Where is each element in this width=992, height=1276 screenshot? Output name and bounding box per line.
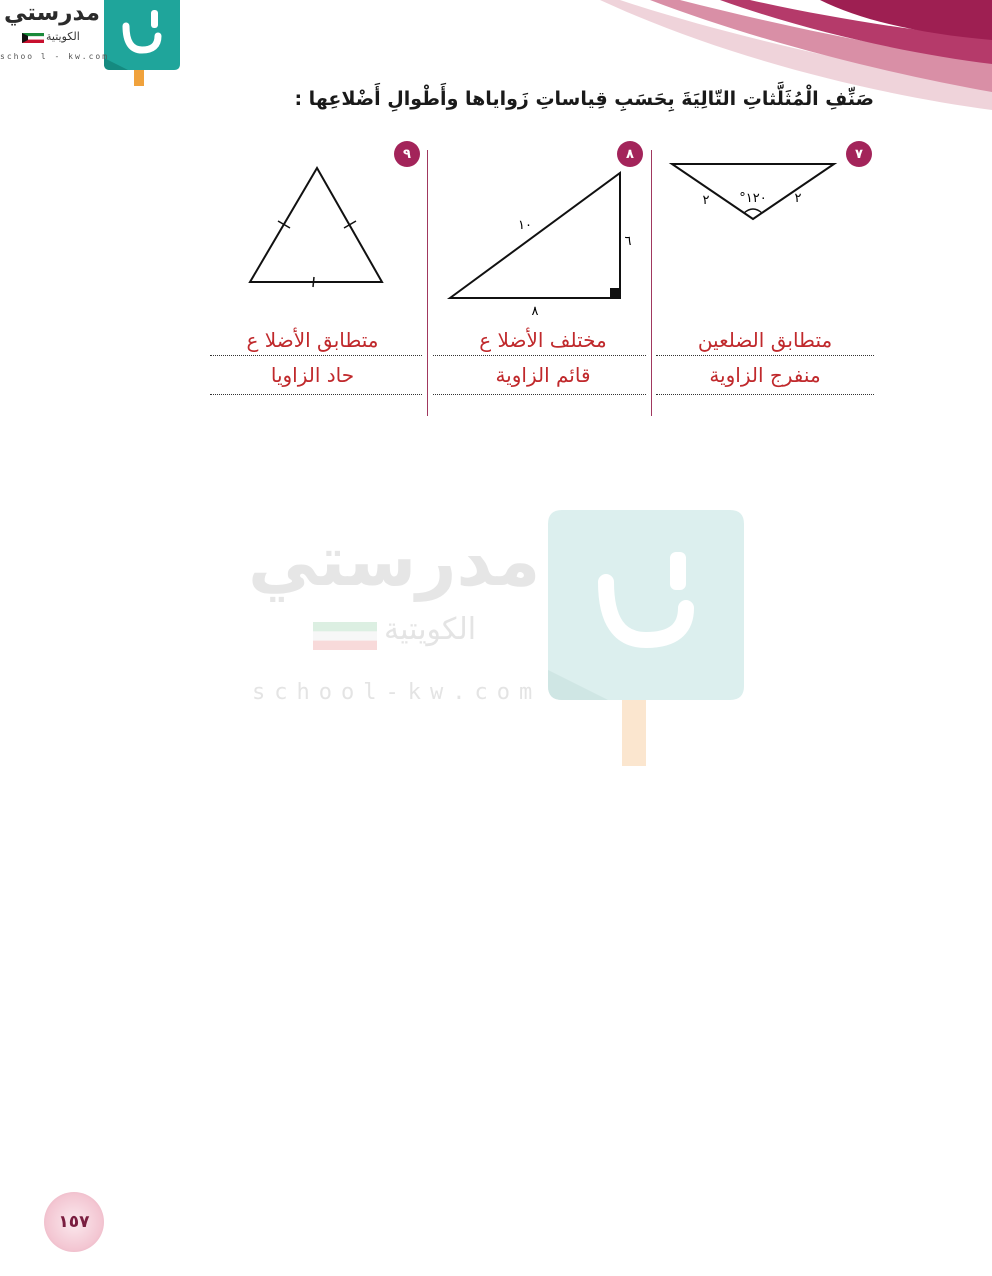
hypotenuse-label: ١٠ [518,218,532,233]
problem-number-badge-9: ٩ [394,141,420,167]
watermark-title: مدرستي [248,520,541,602]
right-angle-marker [610,288,620,298]
watermark-url: school-kw.com [252,680,542,705]
base-side-label: ٨ [531,304,539,319]
logo-url: schoo l - kw.com [0,52,110,61]
triangle-figure-7 [664,155,844,230]
answer-sides-8: مختلف الأضلا ع [479,328,607,352]
problem-number-badge-7: ٧ [846,141,872,167]
column-divider [427,150,428,416]
answer-angles-8: قائم الزاوية [495,363,591,387]
watermark-subtitle: الكويتية [384,612,477,647]
tick-mark [278,221,290,228]
side-label-left: ٢ [702,193,710,208]
angle-arc [744,209,762,213]
answer-line [433,394,646,395]
problem-number-badge-8: ٨ [617,141,643,167]
answer-line [656,355,874,356]
answer-angles-7: منفرج الزاوية [709,363,821,387]
answer-line [210,355,422,356]
answer-line [656,394,874,395]
logo-title: مدرستي [3,0,100,26]
equilateral-triangle [250,168,382,282]
watermark-flag-icon [313,622,377,650]
question-text: صَنِّفِ الْمُثَلَّثاتِ التّالِيَةَ بِحَسَبِ قِياساتِ زَواياها وأَطْوالِ أَضْلاعِها : [294,88,874,110]
triangle-figure-9 [240,160,395,295]
tick-mark [313,277,314,287]
page-number: ١٥٧ [44,1192,104,1252]
side-label-right: ٢ [794,191,802,206]
angle-label: °١٢٠ [739,191,767,206]
triangle-figure-8 [440,165,640,320]
kuwait-flag-icon [22,33,44,43]
column-divider [651,150,652,416]
logo-badge-icon [104,0,180,86]
right-triangle [450,173,620,298]
logo-subtitle: الكويتية [46,30,80,43]
answer-angles-9: حاد الزاويا [270,363,355,387]
answer-line [210,394,422,395]
answer-line [433,355,646,356]
answer-sides-7: متطابق الضلعين [697,328,833,352]
watermark-logo-icon [548,510,744,766]
vertical-side-label: ٦ [624,234,632,249]
answer-sides-9: متطابق الأضلا ع [246,328,379,352]
